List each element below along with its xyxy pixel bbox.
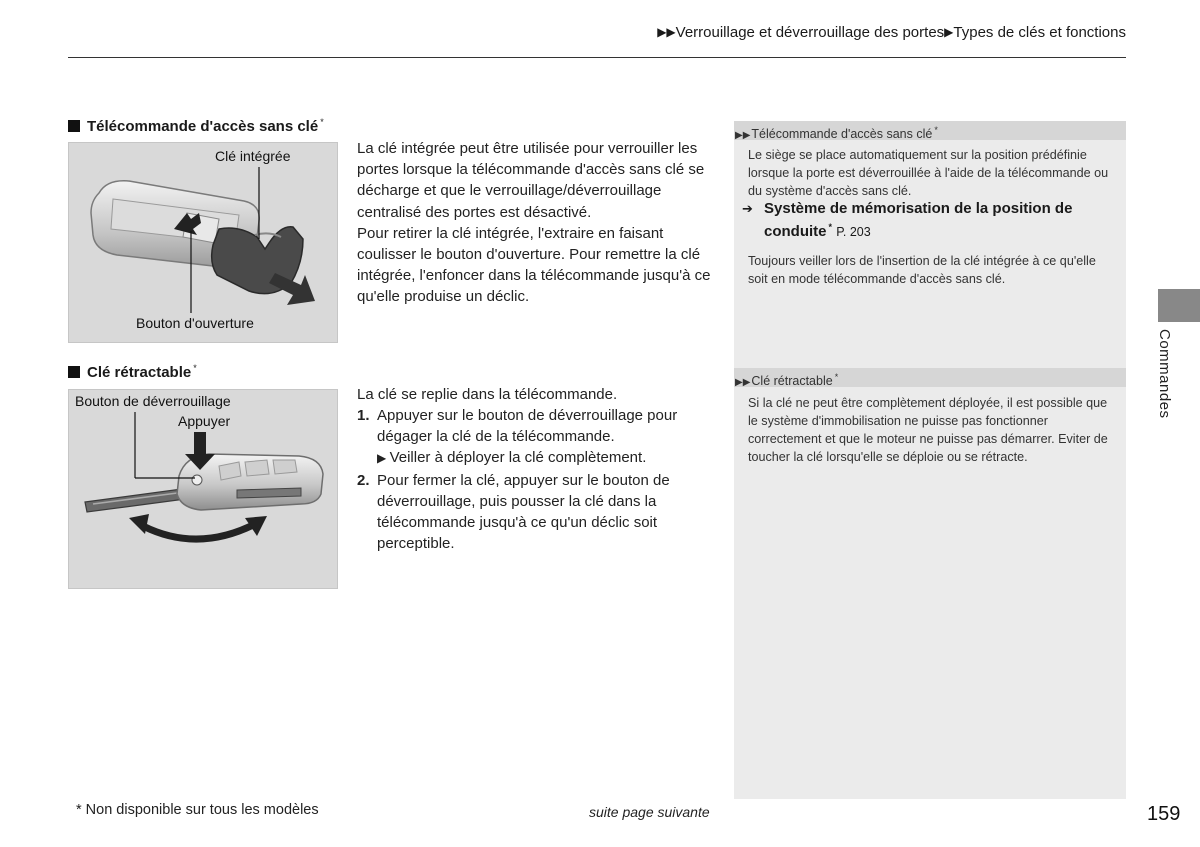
breadcrumb-item: Types de clés et fonctions	[953, 24, 1126, 41]
note: ▶ Veiller à déployer la clé complètement.	[377, 449, 647, 467]
sidebar-text: Le siège se place automatiquement sur la position prédéfinie lorsque la porte est déverrouillée à l'aide de la télécommande ou du système d'accès sans clé.	[748, 148, 1109, 198]
figure-label: Clé intégrée	[215, 148, 291, 164]
sidebar-text: Si la clé ne peut être complètement déployée, il est possible que le système d'immobilisation ne puisse pas fonctionner correctement et que le moteur ne puisse pas démarrer. Eviter de toucher la clé lorsqu'elle se déploie ou se rétracte.	[748, 396, 1108, 464]
section-body	[357, 384, 712, 405]
figure-retractable-key	[68, 389, 338, 589]
figure-label: Bouton d'ouverture	[136, 315, 254, 331]
keyless-remote-illustration	[69, 143, 338, 343]
arrow-box-icon: ▶▶	[735, 377, 751, 389]
sidebar-notes	[734, 121, 1126, 799]
continued-note: suite page suivante	[589, 804, 710, 820]
steps-list	[357, 405, 702, 554]
footnote: * Non disponible sur tous les modèles	[76, 802, 319, 818]
figure-label: Bouton de déverrouillage	[75, 393, 231, 409]
triangle-icon: ▶	[377, 451, 390, 466]
section-body	[357, 138, 712, 308]
square-bullet-icon	[68, 120, 80, 132]
paragraph: La clé se replie dans la télécommande.	[357, 386, 618, 403]
breadcrumb	[657, 24, 1126, 41]
list-item: 2. Pour fermer la clé, appuyer sur le bouton de déverrouillage, puis pousser la clé dans la télécommande jusqu'à ce qu'un déclic soit perceptible.	[357, 471, 670, 553]
triangle-icon: ▶▶	[657, 25, 676, 39]
chapter-tab[interactable]	[1158, 289, 1200, 322]
paragraph: Pour retirer la clé intégrée, l'extraire en faisant coulisser le bouton d'ouverture. Pour remettre la clé intégrée, l'enfoncer dans la télécommande jusqu'à ce qu'elle produise un déclic.	[357, 224, 711, 306]
section-heading: Télécommande d'accès sans clé *	[68, 117, 324, 135]
paragraph: La clé intégrée peut être utilisée pour verrouiller les portes lorsque la télécommande d'accès sans clé se décharge et que le verrouillage/déverrouillage centralisé des portes est désactivé.	[357, 140, 705, 221]
sidebar-text: Toujours veiller lors de l'insertion de la clé intégrée à ce qu'elle soit en mode télécommande d'accès sans clé.	[748, 254, 1096, 286]
figure-label: Appuyer	[178, 413, 231, 429]
sidebar-heading: ▶▶Clé rétractable *	[734, 368, 1126, 387]
page-number: 159	[1147, 803, 1181, 825]
breadcrumb-item: Verrouillage et déverrouillage des portes	[675, 24, 945, 41]
arrow-box-icon: ▶▶	[735, 130, 751, 142]
figure-keyless-remote	[68, 142, 338, 343]
sidebar-heading: ▶▶Télécommande d'accès sans clé *	[734, 121, 1126, 140]
chapter-label: Commandes	[1156, 329, 1173, 419]
header-divider	[68, 57, 1126, 58]
triangle-icon: ▶	[944, 25, 954, 39]
list-item: 1. Appuyer sur le bouton de déverrouillage pour dégager la clé de la télécommande. ▶ Veiller à déployer la clé complètement.	[357, 405, 702, 470]
reference-arrow-icon: ➔	[742, 201, 753, 216]
section-heading: Clé rétractable *	[68, 363, 197, 381]
cross-reference[interactable]: ➔ Système de mémorisation de la position de conduite * P. 203	[742, 200, 1073, 240]
square-bullet-icon	[68, 366, 80, 378]
